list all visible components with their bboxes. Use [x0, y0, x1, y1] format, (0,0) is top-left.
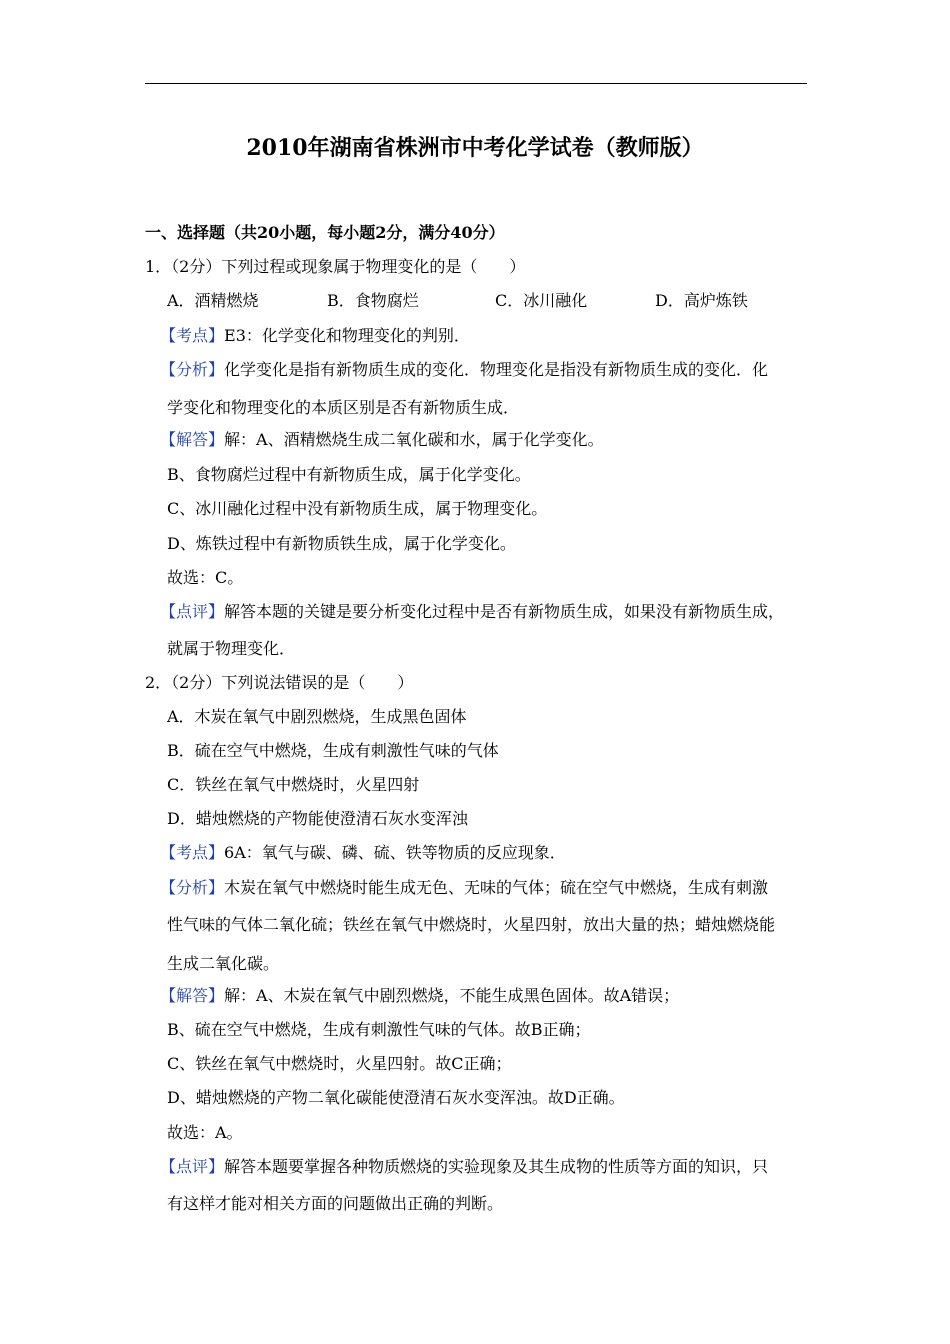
- q1-dianping-text-1: 解答本题的关键是要分析变化过程中是否有新物质生成，如果没有新物质生成，: [224, 602, 785, 621]
- q1-stem: 1．（2分）下列过程或现象属于物理变化的是（ ）: [145, 257, 526, 276]
- q1-option-a: A．酒精燃烧: [167, 291, 259, 310]
- q1-kaodian-text: E3：化学变化和物理变化的判别．: [224, 326, 470, 345]
- q2-option-c: C．铁丝在氧气中燃烧时，火星四射: [167, 775, 420, 794]
- section-heading: 一、选择题（共20小题，每小题2分，满分40分）: [145, 223, 505, 242]
- q2-jieda-text-2: B、硫在空气中燃烧，生成有刺激性气味的气体。故B正确；: [167, 1020, 591, 1039]
- q1-option-c: C．冰川融化: [495, 291, 588, 310]
- q2-kaodian-tag: 【考点】: [160, 843, 225, 862]
- q2-dianping: [160, 1156, 768, 1178]
- q2-jieda-text-3: C、铁丝在氧气中燃烧时，火星四射。故C正确；: [167, 1054, 512, 1073]
- q2-dianping-text-1: 解答本题要掌握各种物质燃烧的实验现象及其生成物的性质等方面的知识，只: [224, 1157, 769, 1176]
- q1-fenxi: [160, 359, 768, 381]
- q2-jieda-tag: 【解答】: [160, 986, 225, 1005]
- q2-answer: 故选：A。: [167, 1123, 243, 1142]
- q1-option-b: B．食物腐烂: [327, 291, 419, 310]
- q1-fenxi-tag: 【分析】: [160, 360, 225, 379]
- q1-option-d: D．高炉炼铁: [655, 291, 748, 310]
- q2-fenxi-text-2: 性气味的气体二氧化硫；铁丝在氧气中燃烧时，火星四射，放出大量的热；蜡烛燃烧能: [167, 915, 776, 934]
- q1-jieda-text-4: D、炼铁过程中有新物质铁生成，属于化学变化。: [167, 534, 516, 553]
- q2-option-a: A．木炭在氧气中剧烈燃烧，生成黑色固体: [167, 707, 467, 726]
- q1-dianping-text-2: 就属于物理变化．: [167, 639, 296, 658]
- q2-fenxi: [160, 877, 768, 899]
- page-title: 2010年湖南省株洲市中考化学试卷（教师版）: [246, 135, 704, 161]
- header-rule: [145, 83, 807, 84]
- q1-jieda-text-3: C、冰川融化过程中没有新物质生成，属于物理变化。: [167, 499, 548, 518]
- q1-fenxi-text-1: 化学变化是指有新物质生成的变化．物理变化是指没有新物质生成的变化．化: [224, 360, 769, 379]
- q2-option-d: D．蜡烛燃烧的产物能使澄清石灰水变浑浊: [167, 809, 468, 828]
- q2-dianping-text-2: 有这样才能对相关方面的问题做出正确的判断。: [167, 1194, 504, 1213]
- q1-jieda-text-2: B、食物腐烂过程中有新物质生成，属于化学变化。: [167, 465, 531, 484]
- q2-fenxi-text-3: 生成二氧化碳。: [167, 954, 280, 973]
- q1-jieda-tag: 【解答】: [160, 430, 225, 449]
- q1-kaodian: [160, 325, 470, 347]
- q1-dianping: [160, 601, 784, 623]
- q1-answer: 故选：C。: [167, 568, 244, 587]
- q2-dianping-tag: 【点评】: [160, 1157, 225, 1176]
- q2-fenxi-tag: 【分析】: [160, 878, 225, 897]
- q2-jieda-text-1: 解：A、木炭在氧气中剧烈燃烧，不能生成黑色固体。故A错误；: [224, 986, 680, 1005]
- q2-kaodian-text: 6A：氧气与碳、磷、硫、铁等物质的反应现象．: [224, 843, 566, 862]
- q2-fenxi-text-1: 木炭在氧气中燃烧时能生成无色、无味的气体；硫在空气中燃烧，生成有刺激: [224, 878, 769, 897]
- q1-fenxi-text-2: 学变化和物理变化的本质区别是否有新物质生成．: [167, 398, 520, 417]
- q1-jieda: [160, 429, 604, 451]
- q2-jieda-text-4: D、蜡烛燃烧的产物二氧化碳能使澄清石灰水变浑浊。故D正确。: [167, 1088, 625, 1107]
- q2-stem: 2．（2分）下列说法错误的是（ ）: [145, 673, 414, 692]
- q1-dianping-tag: 【点评】: [160, 602, 225, 621]
- q2-option-b: B．硫在空气中燃烧，生成有刺激性气味的气体: [167, 741, 499, 760]
- q1-kaodian-tag: 【考点】: [160, 326, 225, 345]
- q1-jieda-text-1: 解：A、酒精燃烧生成二氧化碳和水，属于化学变化。: [224, 430, 604, 449]
- q2-jieda: [160, 985, 679, 1007]
- q2-kaodian: [160, 842, 566, 864]
